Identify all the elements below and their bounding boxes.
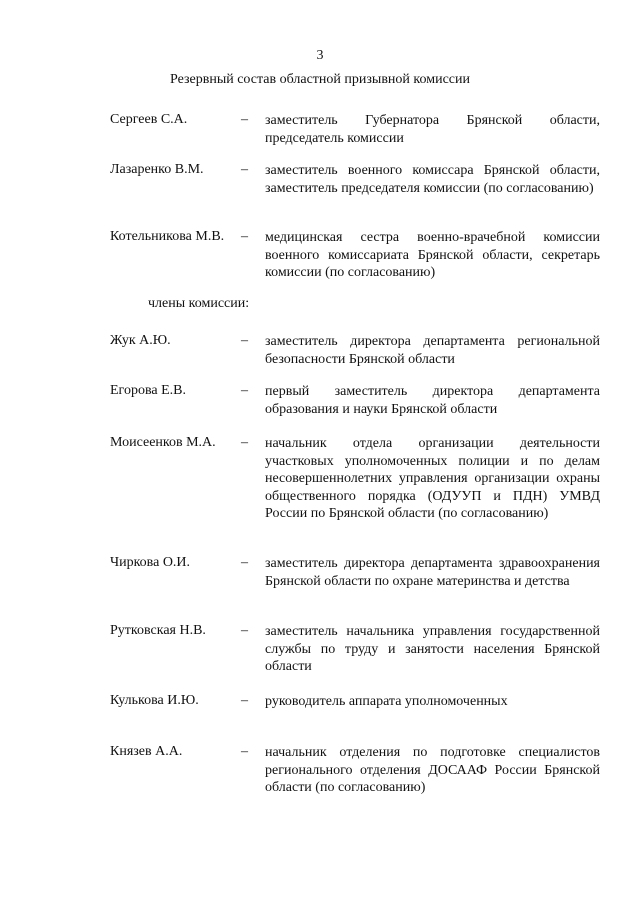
dash-separator: – bbox=[241, 435, 248, 450]
dash-separator: – bbox=[241, 112, 248, 127]
members-section-label: члены комиссии: bbox=[148, 296, 250, 311]
dash-separator: – bbox=[241, 555, 248, 570]
member-position: первый заместитель директора департамента образования и науки Брянской области bbox=[265, 384, 600, 417]
member-position: заместитель Губернатора Брянской области, председатель комиссии bbox=[265, 113, 600, 146]
dash-separator: – bbox=[241, 693, 248, 708]
member-position: руководитель аппарата уполномоченных bbox=[265, 694, 508, 709]
member-name: Князев А.А. bbox=[110, 744, 183, 759]
member-position: заместитель начальника управления государственной службы по труду и занятости населения Брянской области bbox=[265, 624, 600, 674]
member-position: медицинская сестра военно-врачебной комиссии военного комиссариата Брянской области, секретарь комиссии (по согласованию) bbox=[265, 230, 600, 280]
dash-separator: – bbox=[241, 383, 248, 398]
page-number: 3 bbox=[316, 48, 324, 63]
member-name: Котельникова М.В. bbox=[110, 229, 225, 244]
dash-separator: – bbox=[241, 744, 248, 759]
member-position: заместитель директора департамента региональной безопасности Брянской области bbox=[265, 334, 600, 367]
dash-separator: – bbox=[241, 162, 248, 177]
member-name: Рутковская Н.В. bbox=[110, 623, 206, 638]
dash-separator: – bbox=[241, 623, 248, 638]
member-name: Жук А.Ю. bbox=[110, 333, 171, 348]
member-name: Чиркова О.И. bbox=[110, 555, 191, 570]
member-name: Егорова Е.В. bbox=[110, 383, 186, 398]
member-position: заместитель военного комиссара Брянской области, заместитель председателя комиссии (по согласованию) bbox=[265, 163, 600, 196]
document-title: Резервный состав областной призывной комиссии bbox=[169, 72, 470, 87]
member-position: начальник отделения по подготовке специалистов регионального отделения ДОСААФ России Брянской области (по согласованию) bbox=[265, 745, 600, 795]
member-position: заместитель директора департамента здравоохранения Брянской области по охране материнства и детства bbox=[265, 556, 600, 589]
member-position: начальник отдела организации деятельности участковых уполномоченных полиции и по делам несовершеннолетних управления организации охраны общественного порядка (ОДУУП и ПДН) УМВД России по Брянской области (по согласованию) bbox=[265, 436, 600, 521]
dash-separator: – bbox=[241, 333, 248, 348]
member-name: Лазаренко В.М. bbox=[110, 162, 204, 177]
dash-separator: – bbox=[241, 229, 248, 244]
member-name: Моисеенков М.А. bbox=[110, 435, 216, 450]
member-name: Сергеев С.А. bbox=[110, 112, 188, 127]
member-name: Кулькова И.Ю. bbox=[110, 693, 199, 708]
